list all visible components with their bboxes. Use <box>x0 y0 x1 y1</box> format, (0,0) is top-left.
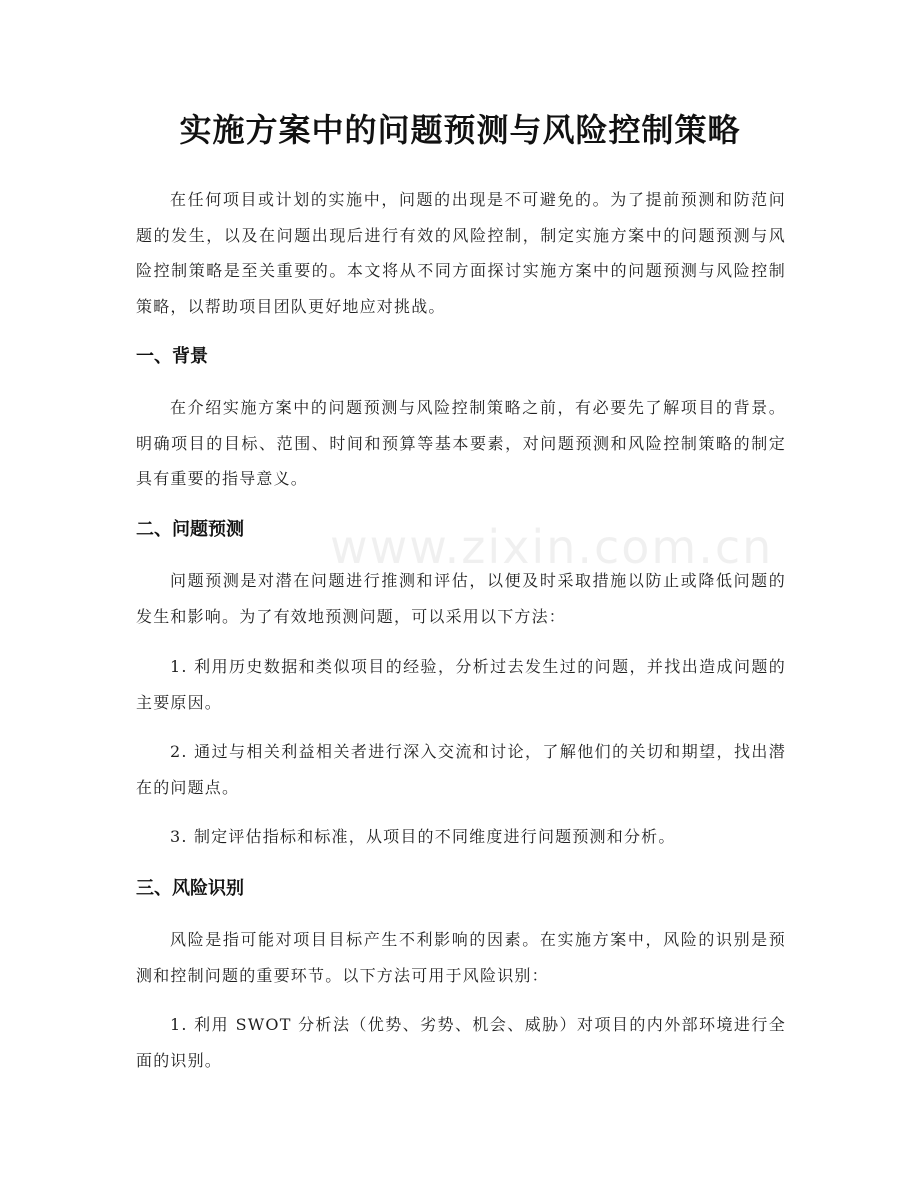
list-item: 1. 利用历史数据和类似项目的经验，分析过去发生过的问题，并找出造成问题的主要原因。 <box>136 657 786 712</box>
list-item: 1. 利用 SWOT 分析法（优势、劣势、机会、威胁）对项目的内外部环境进行全面的识别。 <box>136 1015 786 1070</box>
list-item: 2. 通过与相关利益相关者进行深入交流和讨论，了解他们的关切和期望，找出潜在的问题点。 <box>136 742 786 797</box>
problem-prediction-paragraph: 问题预测是对潜在问题进行推测和评估，以便及时采取措施以防止或降低问题的发生和影响。为了有效地预测问题，可以采用以下方法： <box>136 571 786 626</box>
intro-paragraph: 在任何项目或计划的实施中，问题的出现是不可避免的。为了提前预测和防范问题的发生，以及在问题出现后进行有效的风险控制，制定实施方案中的问题预测与风险控制策略是至关重要的。本文将从不同方面探讨实施方案中的问题预测与风险控制策略，以帮助项目团队更好地应对挑战。 <box>136 190 786 316</box>
section-heading-background: 一、背景 <box>136 346 208 367</box>
document-title: 实施方案中的问题预测与风险控制策略 <box>179 111 741 149</box>
risk-identification-paragraph: 风险是指可能对项目目标产生不利影响的因素。在实施方案中，风险的识别是预测和控制问题的重要环节。以下方法可用于风险识别： <box>136 930 786 985</box>
watermark: www.zixin.com.cn <box>330 520 774 574</box>
background-paragraph: 在介绍实施方案中的问题预测与风险控制策略之前，有必要先了解项目的背景。明确项目的目标、范围、时间和预算等基本要素，对问题预测和风险控制策略的制定具有重要的指导意义。 <box>136 398 786 488</box>
section-heading-risk-identification: 三、风险识别 <box>136 878 244 899</box>
list-item: 3. 制定评估指标和标准，从项目的不同维度进行问题预测和分析。 <box>170 827 676 846</box>
section-heading-problem-prediction: 二、问题预测 <box>136 519 244 540</box>
